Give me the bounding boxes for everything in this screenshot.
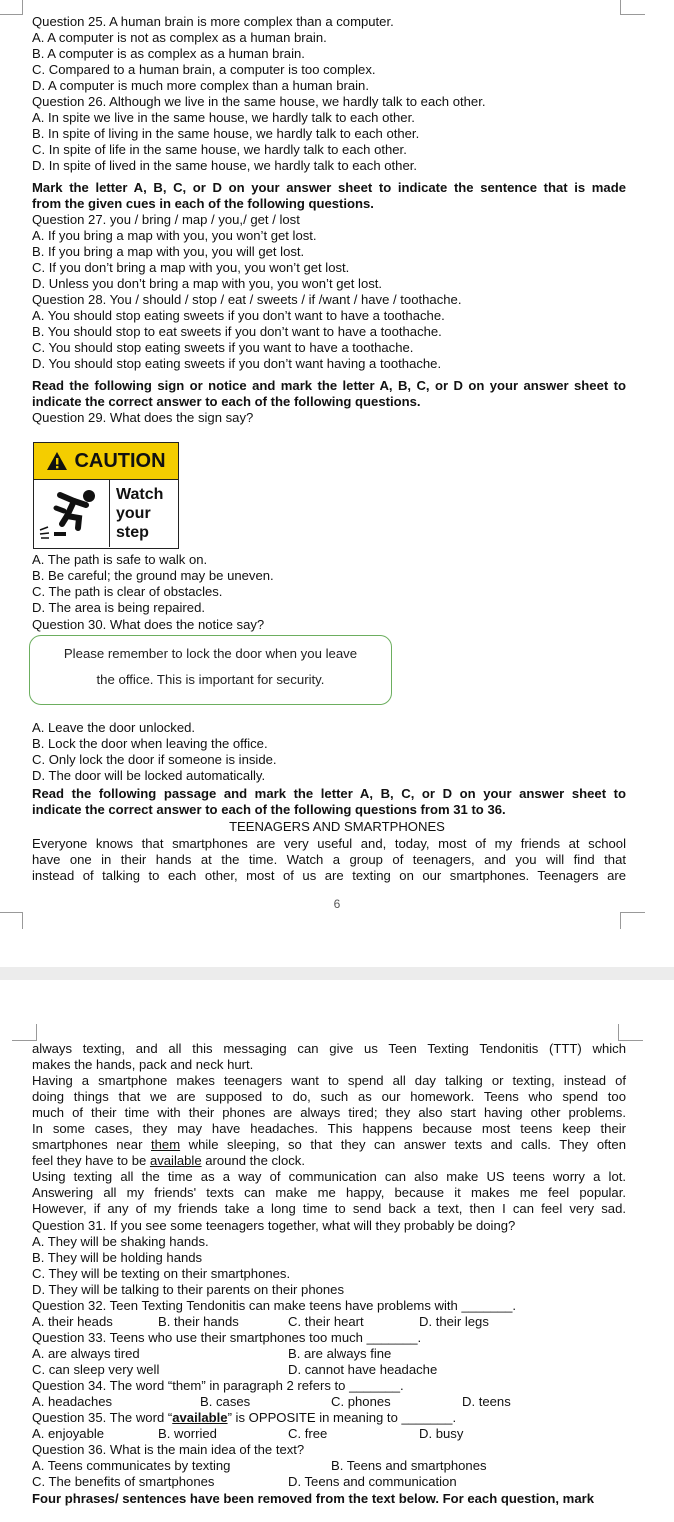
q36-option-c[interactable]: C. The benefits of smartphones: [32, 1474, 215, 1489]
question-35: [32, 1410, 624, 1426]
question-36: Question 36. What is the main idea of the text?: [32, 1442, 305, 1457]
passage-line: However, if any of my friends take a long time to send back a text, then I can feel very sad.: [32, 1201, 626, 1216]
instruction-cues: Mark the letter A, B, C, or D on your answer sheet to indicate the sentence that is made: [32, 180, 626, 195]
crop-mark: [620, 0, 645, 15]
question-34: Question 34. The word “them” in paragraph 2 refers to _______.: [32, 1378, 404, 1393]
text-segment: smartphones near: [32, 1137, 151, 1152]
text-segment: while sleeping, so that they can answer texts and calls. They often: [180, 1137, 626, 1152]
caution-heading: CAUTION: [74, 449, 166, 472]
q30-option-d[interactable]: D. The door will be locked automatically.: [32, 768, 266, 783]
instruction-sign-2: indicate the correct answer to each of the following questions.: [32, 394, 421, 409]
crop-mark: [620, 912, 645, 929]
question-30: Question 30. What does the notice say?: [32, 617, 265, 632]
q26-option-c[interactable]: C. In spite of life in the same house, we hardly talk to each other.: [32, 142, 407, 157]
underlined-word-available: available: [172, 1410, 228, 1425]
crop-mark: [618, 1024, 643, 1041]
q25-option-d[interactable]: D. A computer is much more complex than a human brain.: [32, 78, 369, 93]
warning-triangle-icon: [46, 451, 68, 471]
question-29: Question 29. What does the sign say?: [32, 410, 254, 425]
underlined-word-them: them: [151, 1137, 181, 1152]
caution-sign: [33, 442, 179, 549]
text-segment: ” is OPPOSITE in meaning to _______.: [227, 1410, 457, 1425]
passage-line: much of their time with their phones are always tired; they also start having other problems.: [32, 1105, 626, 1120]
q35-option-c[interactable]: C. free: [288, 1426, 328, 1441]
question-28: Question 28. You / should / stop / eat / sweets / if /want / have / toothache.: [32, 292, 462, 307]
instruction-cues-2: from the given cues in each of the following questions.: [32, 196, 374, 211]
notice-box: [29, 635, 392, 705]
q29-option-b[interactable]: B. Be careful; the ground may be uneven.: [32, 568, 274, 583]
question-27: Question 27. you / bring / map / you,/ get / lost: [32, 212, 300, 227]
passage-line: instead of talking to each other, most of us are texting on our smartphones. Teenagers are: [32, 868, 626, 883]
q36-option-d[interactable]: D. Teens and communication: [288, 1474, 457, 1489]
q35-option-d[interactable]: D. busy: [419, 1426, 464, 1441]
q31-option-b[interactable]: B. They will be holding hands: [32, 1250, 203, 1265]
passage-line: In some cases, they may have headaches. This happens because most teens keep their: [32, 1121, 626, 1136]
notice-line-1: Please remember to lock the door when you leave: [63, 646, 358, 661]
q34-option-a[interactable]: A. headaches: [32, 1394, 113, 1409]
q26-option-d[interactable]: D. In spite of lived in the same house, we hardly talk to each other.: [32, 158, 418, 173]
passage-line-them: [32, 1137, 626, 1153]
instruction-removed-phrases: Four phrases/ sentences have been removed from the text below. For each question, mark: [32, 1491, 594, 1506]
q35-option-b[interactable]: B. worried: [158, 1426, 217, 1441]
q28-option-b[interactable]: B. You should stop to eat sweets if you don’t want to have a toothache.: [32, 324, 442, 339]
caution-sign-header: [34, 443, 178, 480]
q25-option-c[interactable]: C. Compared to a human brain, a computer is too complex.: [32, 62, 376, 77]
q31-option-d[interactable]: D. They will be talking to their parents on their phones: [32, 1282, 344, 1297]
q32-option-a[interactable]: A. their heads: [32, 1314, 113, 1329]
q33-option-a[interactable]: A. are always tired: [32, 1346, 140, 1361]
q33-option-b[interactable]: B. are always fine: [288, 1346, 392, 1361]
passage-line: always texting, and all this messaging can give us Teen Texting Tendonitis (TTT) which: [32, 1041, 626, 1056]
instruction-passage-2: indicate the correct answer to each of the following questions from 31 to 36.: [32, 802, 506, 817]
q30-option-c[interactable]: C. Only lock the door if someone is inside.: [32, 752, 277, 767]
page-number: 6: [333, 897, 341, 911]
q29-option-d[interactable]: D. The area is being repaired.: [32, 600, 205, 615]
passage-line-available: [32, 1153, 624, 1169]
q27-option-a[interactable]: A. If you bring a map with you, you won’t get lost.: [32, 228, 317, 243]
q34-option-c[interactable]: C. phones: [331, 1394, 391, 1409]
passage-line: have one in their hands at the time. Watch a group of teenagers, and you will find that: [32, 852, 626, 867]
sign-line-your: your: [116, 505, 151, 522]
q27-option-c[interactable]: C. If you don’t bring a map with you, you won’t get lost.: [32, 260, 350, 275]
q33-option-d[interactable]: D. cannot have headache: [288, 1362, 438, 1377]
passage-line: Using texting all the time as a way of communication can also make US teens worry a lot.: [32, 1169, 626, 1184]
q36-option-a[interactable]: A. Teens communicates by texting: [32, 1458, 231, 1473]
sign-line-step: step: [116, 524, 149, 541]
crop-mark: [0, 912, 23, 929]
q28-option-c[interactable]: C. You should stop eating sweets if you want to have a toothache.: [32, 340, 414, 355]
underlined-word-available: available: [149, 1153, 202, 1168]
q32-option-c[interactable]: C. their heart: [288, 1314, 364, 1329]
instruction-passage: Read the following passage and mark the letter A, B, C, or D on your answer sheet to: [32, 786, 626, 801]
passage-line: Having a smartphone makes teenagers want to spend all day talking or texting, instead of: [32, 1073, 626, 1088]
q34-option-b[interactable]: B. cases: [200, 1394, 251, 1409]
q35-option-a[interactable]: A. enjoyable: [32, 1426, 105, 1441]
passage-line: makes the hands, pack and neck hurt.: [32, 1057, 254, 1072]
question-25: Question 25. A human brain is more complex than a computer.: [32, 14, 394, 29]
question-33: Question 33. Teens who use their smartphones too much _______.: [32, 1330, 422, 1345]
crop-mark: [12, 1024, 37, 1041]
q34-option-d[interactable]: D. teens: [462, 1394, 511, 1409]
text-segment: feel they have to be: [32, 1153, 150, 1168]
q32-option-d[interactable]: D. their legs: [419, 1314, 489, 1329]
q32-option-b[interactable]: B. their hands: [158, 1314, 239, 1329]
passage-line: doing things that we are supposed to do, such as our homework. Teens who spend too: [32, 1089, 626, 1104]
passage-title: TEENAGERS AND SMARTPHONES: [229, 819, 445, 834]
q28-option-a[interactable]: A. You should stop eating sweets if you don’t want to have a toothache.: [32, 308, 445, 323]
passage-line: Everyone knows that smartphones are very useful and, today, most of my friends at school: [32, 836, 626, 851]
q26-option-b[interactable]: B. In spite of living in the same house, we hardly talk to each other.: [32, 126, 420, 141]
q27-option-d[interactable]: D. Unless you don’t bring a map with you, you won’t get lost.: [32, 276, 383, 291]
q31-option-c[interactable]: C. They will be texting on their smartphones.: [32, 1266, 291, 1281]
q30-option-b[interactable]: B. Lock the door when leaving the office.: [32, 736, 268, 751]
q31-option-a[interactable]: A. They will be shaking hands.: [32, 1234, 209, 1249]
passage-line: Answering all my friends' texts can make me happy, because it makes me feel popular.: [32, 1185, 626, 1200]
sign-line-watch: Watch: [116, 486, 164, 503]
q29-option-a[interactable]: A. The path is safe to walk on.: [32, 552, 208, 567]
q36-option-b[interactable]: B. Teens and smartphones: [331, 1458, 487, 1473]
notice-line-2: the office. This is important for security.: [96, 672, 325, 687]
slipping-person-icon: [34, 480, 110, 547]
text-segment: Question 35. The word “: [32, 1410, 173, 1425]
q27-option-b[interactable]: B. If you bring a map with you, you will get lost.: [32, 244, 305, 259]
q33-option-c[interactable]: C. can sleep very well: [32, 1362, 160, 1377]
q30-option-a[interactable]: A. Leave the door unlocked.: [32, 720, 196, 735]
text-segment: around the clock.: [201, 1153, 305, 1168]
instruction-sign: Read the following sign or notice and mark the letter A, B, C, or D on your answer sheet to: [32, 378, 626, 393]
question-31: Question 31. If you see some teenagers together, what will they probably be doing?: [32, 1218, 516, 1233]
question-26: Question 26. Although we live in the same house, we hardly talk to each other.: [32, 94, 486, 109]
q25-option-a[interactable]: A. A computer is not as complex as a human brain.: [32, 30, 327, 45]
q29-option-c[interactable]: C. The path is clear of obstacles.: [32, 584, 223, 599]
question-32: Question 32. Teen Texting Tendonitis can make teens have problems with _______.: [32, 1298, 517, 1313]
q28-option-d[interactable]: D. You should stop eating sweets if you don’t want having a toothache.: [32, 356, 442, 371]
q26-option-a[interactable]: A. In spite we live in the same house, we hardly talk to each other.: [32, 110, 415, 125]
q25-option-b[interactable]: B. A computer is as complex as a human brain.: [32, 46, 305, 61]
crop-mark: [0, 0, 23, 15]
